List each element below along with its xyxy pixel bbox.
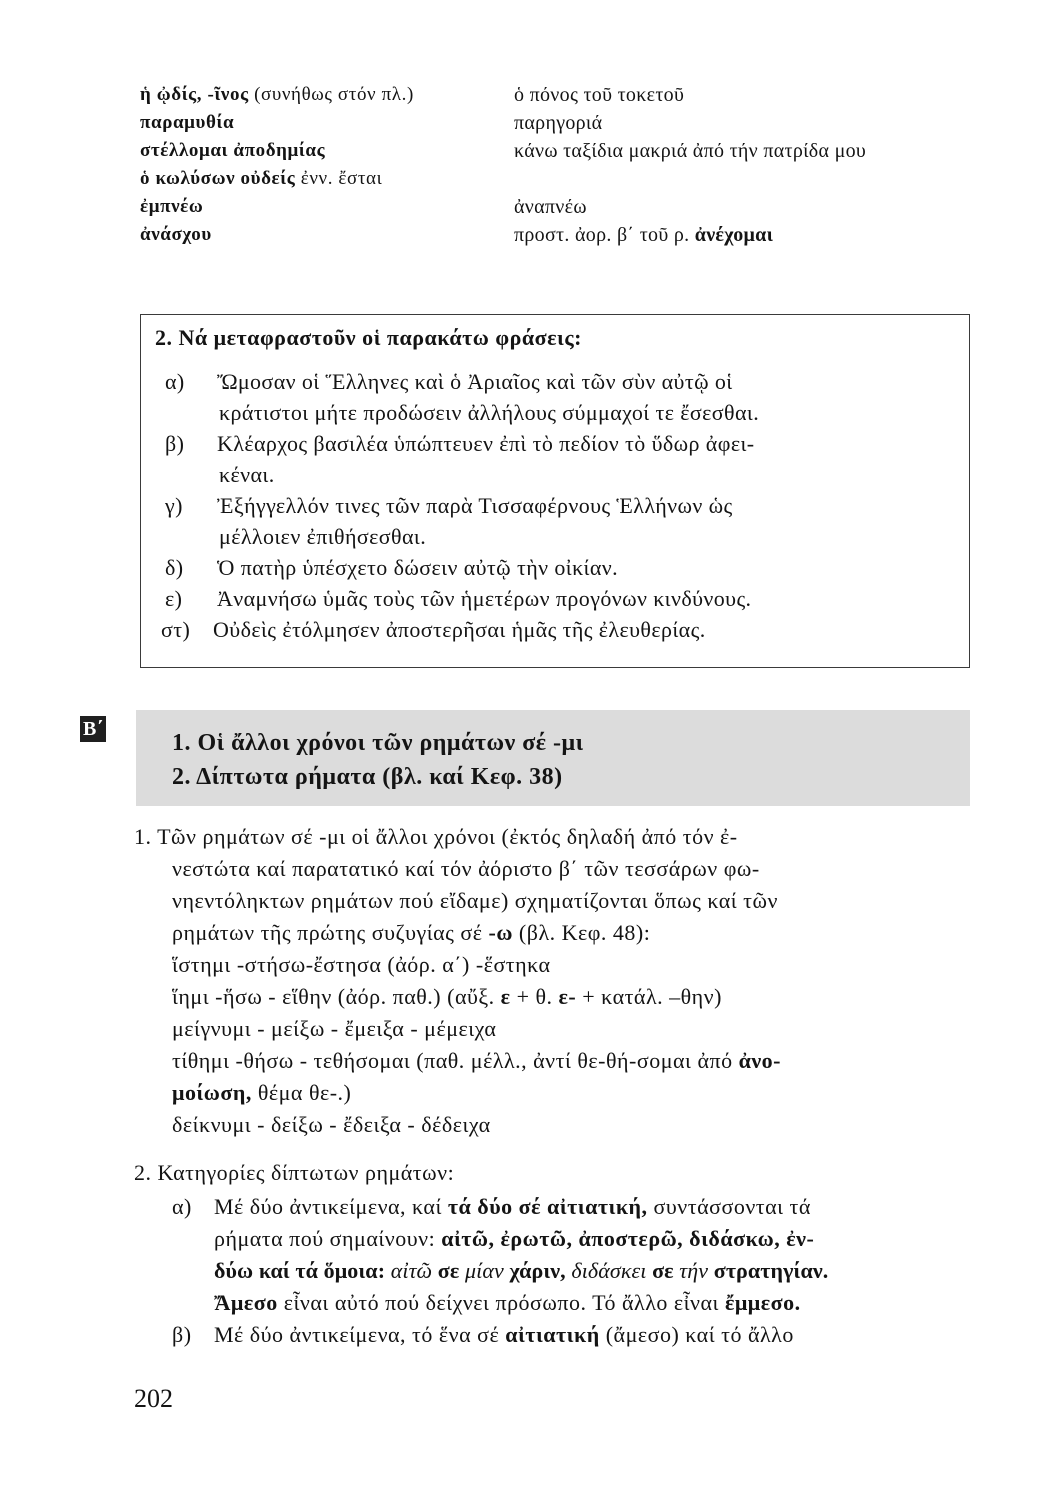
glossary-term: ὁ κωλύσων οὐδείς ἐνν. ἔσται bbox=[140, 168, 383, 189]
body-line: τίθημι -θήσω - τεθήσομαι (παθ. μέλλ., ἀντί θε-θή-σομαι ἀπό ἀνο- bbox=[172, 1048, 782, 1073]
section-badge: Β΄ bbox=[80, 716, 106, 742]
body-line: Ἄμεσο εἶναι αὐτό πού δείχνει πρόσωπο. Τό ἄλλο εἶναι ἔμμεσο. bbox=[214, 1290, 801, 1315]
exercise-item-continuation: κέναι. bbox=[219, 462, 275, 487]
glossary-term: ἡ ᾠδίς, -ῖνος (συνήθως στόν πλ.) bbox=[140, 84, 414, 105]
item-marker: δ) bbox=[165, 555, 184, 580]
glossary-definition: ἀναπνέω bbox=[514, 196, 587, 218]
glossary-term-note: (συνήθως στόν πλ.) bbox=[254, 84, 414, 105]
glossary-term: παραμυθία bbox=[140, 112, 235, 133]
exercise-item: ε) Ἀναμνήσω ὑμᾶς τοὺς τῶν ἡμετέρων προγόνων κινδύνους. bbox=[165, 586, 752, 611]
glossary-term-note: ἐνν. ἔσται bbox=[300, 168, 383, 189]
body-line: δείκνυμι - δείξω - ἔδειξα - δέδειχα bbox=[172, 1112, 491, 1137]
body-line: ρήματα πού σημαίνουν: αἰτῶ, ἐρωτῶ, ἀποστερῶ, διδάσκω, ἐν- bbox=[214, 1226, 815, 1251]
list-marker: β) bbox=[172, 1322, 192, 1347]
glossary-definition: προστ. ἀορ. β΄ τοῦ ρ. ἀνέχομαι bbox=[514, 224, 774, 246]
item-marker: γ) bbox=[165, 493, 183, 518]
glossary-definition: ὁ πόνος τοῦ τοκετοῦ bbox=[514, 84, 685, 106]
exercise-item: β) Κλέαρχος βασιλέα ὑπώπτευεν ἐπὶ τὸ πεδίον τὸ ὕδωρ ἀφει- bbox=[165, 431, 755, 456]
item-marker: β) bbox=[165, 431, 185, 456]
glossary-row bbox=[140, 196, 1020, 224]
item-marker: στ) bbox=[161, 617, 191, 642]
exercise-item-continuation: μέλλοιεν ἐπιθήσεσθαι. bbox=[219, 524, 427, 549]
section-title: 2. Δίπτωτα ρήματα (βλ. καί Κεφ. 38) bbox=[172, 764, 563, 790]
body-line: Μέ δύο ἀντικείμενα, καί τά δύο σέ αἰτιατική, συντάσσονται τά bbox=[214, 1194, 811, 1219]
exercise-item: α) Ὤμοσαν οἱ Ἕλληνες καὶ ὁ Ἀριαῖος καὶ τῶν σὺν αὐτῷ οἱ bbox=[165, 369, 733, 394]
glossary-row bbox=[140, 112, 1020, 140]
body-line: ρημάτων τῆς πρώτης συζυγίας σέ -ω (βλ. Κεφ. 48): bbox=[172, 920, 651, 945]
exercise-box bbox=[140, 314, 970, 668]
body-line: δύω καί τά ὅμοια: αἰτῶ σε μίαν χάριν, διδάσκει σε τήν στρατηγίαν. bbox=[214, 1258, 829, 1283]
exercise-item-continuation: κράτιστοι μήτε προδώσειν ἀλλήλους σύμμαχοί τε ἔσεσθαι. bbox=[219, 400, 760, 425]
exercise-item: στ) Οὐδεὶς ἐτόλμησεν ἀποστερῆσαι ἡμᾶς τῆς ἐλευθερίας. bbox=[161, 617, 706, 642]
glossary-term: στέλλομαι ἀποδημίας bbox=[140, 140, 326, 161]
body-line: ἵημι -ἥσω - εἵθην (ἀόρ. παθ.) (αὔξ. ε + θ. ε- + κατάλ. –θην) bbox=[172, 984, 722, 1009]
list-marker: α) bbox=[172, 1194, 192, 1219]
glossary-term: ἀνάσχου bbox=[140, 224, 212, 245]
body-line: μοίωση, θέμα θε-.) bbox=[172, 1080, 352, 1105]
body-line: νεστώτα καί παρατατικό καί τόν ἀόριστο β΄ τῶν τεσσάρων φω- bbox=[172, 856, 760, 881]
glossary-definition: παρηγοριά bbox=[514, 112, 603, 134]
body-line: 2. Κατηγορίες δίπτωτων ρημάτων: bbox=[134, 1160, 455, 1185]
glossary bbox=[140, 84, 1020, 252]
bold-term: μοίωση, bbox=[172, 1080, 252, 1105]
bold-term: ἀνο- bbox=[738, 1048, 782, 1073]
body-line: 1. Τῶν ρημάτων σέ -μι οἱ ἄλλοι χρόνοι (ἐκτός δηλαδή ἀπό τόν ἐ- bbox=[134, 824, 738, 849]
glossary-row bbox=[140, 140, 1020, 168]
glossary-row bbox=[140, 84, 1020, 112]
glossary-row bbox=[140, 224, 1020, 252]
exercise-title: 2. Νά μεταφραστοῦν οἱ παρακάτω φράσεις: bbox=[155, 325, 582, 350]
exercise-item: δ) Ὁ πατὴρ ὑπέσχετο δώσειν αὐτῷ τὴν οἰκίαν. bbox=[165, 555, 619, 580]
glossary-definition: κάνω ταξίδια μακριά ἀπό τήν πατρίδα μου bbox=[514, 140, 867, 162]
bold-term: -ω bbox=[488, 920, 513, 945]
glossary-row bbox=[140, 168, 1020, 196]
page-number: 202 bbox=[134, 1384, 173, 1413]
exercise-item: γ) Ἐξήγγελλόν τινες τῶν παρὰ Τισσαφέρνους Ἑλλήνων ὡς bbox=[165, 493, 733, 518]
section-header-band bbox=[136, 710, 970, 806]
glossary-term: ἐμπνέω bbox=[140, 196, 204, 217]
body-line: μείγνυμι - μείξω - ἔμειξα - μέμειχα bbox=[172, 1016, 497, 1041]
glossary-definition-bold: ἀνέχομαι bbox=[694, 224, 774, 246]
body-line: νηεντόληκτων ρημάτων πού εἴδαμε) σχηματίζονται ὅπως καί τῶν bbox=[172, 888, 778, 913]
section-title: 1. Οἱ ἄλλοι χρόνοι τῶν ρημάτων σέ -μι bbox=[172, 730, 584, 756]
body-line: ἵστημι -στήσω-ἔστησα (ἀόρ. α΄) -ἕστηκα bbox=[172, 952, 551, 977]
item-marker: ε) bbox=[165, 586, 183, 611]
item-marker: α) bbox=[165, 369, 185, 394]
body-line: Μέ δύο ἀντικείμενα, τό ἕνα σέ αἰτιατική (ἄμεσο) καί τό ἄλλο bbox=[214, 1322, 794, 1347]
